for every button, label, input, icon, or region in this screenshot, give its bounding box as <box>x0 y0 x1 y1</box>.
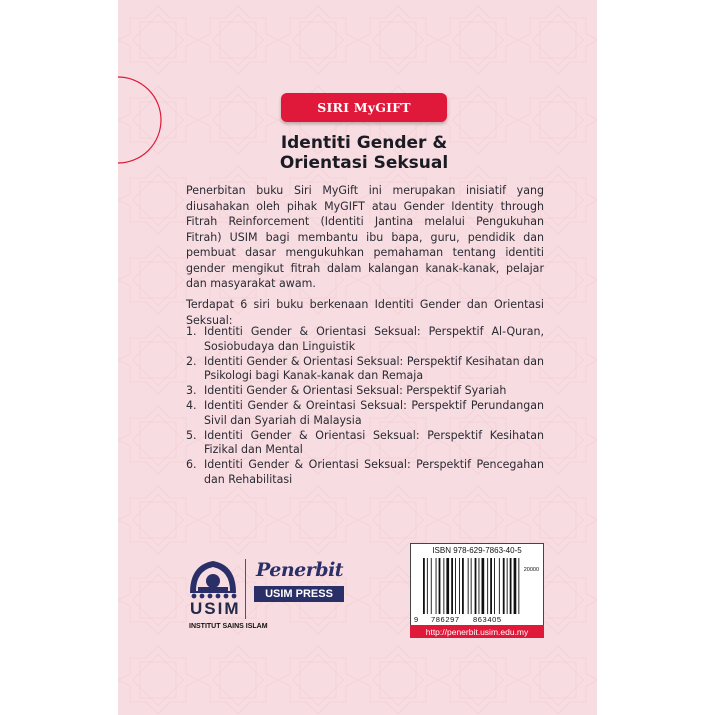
penerbit-logo-text: Penerbit <box>256 559 344 581</box>
list-text: Identiti Gender & Orientasi Seksual: Perspektif Pencegahan dan Rehabilitasi <box>204 458 544 486</box>
barcode-digit-first: 9 <box>414 615 419 624</box>
list-item <box>186 429 544 459</box>
publisher-url: http://penerbit.usim.edu.my <box>410 625 544 638</box>
usim-logo-text: USIM <box>190 599 241 618</box>
series-badge: SIRI MyGIFT <box>281 93 447 122</box>
list-text: Identiti Gender & Orientasi Seksual: Perspektif Kesihatan Fizikal dan Mental <box>204 428 544 457</box>
list-item <box>186 399 544 429</box>
list-text: Identiti Gender & Orientasi Seksual: Perspektif Al-Quran, Sosiobudaya dan Linguistik <box>204 325 544 353</box>
barcode-panel <box>410 543 544 627</box>
list-number: 3. <box>186 384 197 398</box>
description-paragraph: Penerbitan buku Siri MyGift ini merupakan inisiatif yang diusahakan oleh pihak MyGIFT atau Gender Identity through Fitrah Reinforcement (Identiti Jantina melalui Pengukuhan Fitrah) USIM bagi membantu ibu bapa, guru, pendidik dan pembuat dasar mengukuhkan pemahaman tentang identiti gender mengikut fitrah dalam kalangan kanak-kanak, pelajar dan masyarakat awam. <box>186 184 544 290</box>
list-text: Identiti Gender & Orientasi Seksual: Perspektif Syariah <box>204 384 507 398</box>
book-back-cover <box>118 0 597 715</box>
list-number: 1. <box>186 325 197 338</box>
list-text: Identiti Gender & Orientasi Seksual: Perspektif Kesihatan dan Psikologi bagi Kanak-kanak dan Remaja <box>204 354 544 383</box>
publisher-logos <box>184 557 344 635</box>
list-item <box>186 325 544 355</box>
price-code: 20000 <box>523 567 539 573</box>
title-line-1: Identiti Gender & <box>280 133 448 153</box>
list-number: 2. <box>186 354 197 368</box>
list-item <box>186 355 544 385</box>
book-title <box>238 133 490 173</box>
series-intro: Terdapat 6 siri buku berkenaan Identiti Gender dan Orientasi Seksual: <box>186 298 544 327</box>
list-item <box>186 458 544 488</box>
book-series-list <box>186 325 544 488</box>
usim-press-logo: USIM PRESS <box>254 586 344 602</box>
list-text: Identiti Gender & Oreintasi Seksual: Perspektif Perundangan Sivil dan Syariah di Malaysia <box>204 398 544 427</box>
isbn-text: ISBN 978-629-7863-40-5 <box>432 546 522 555</box>
barcode-digit-group1: 786297 <box>431 615 460 624</box>
list-number: 5. <box>186 428 197 442</box>
barcode-digit-group2: 863405 <box>473 615 502 624</box>
usim-logo-subtitle: INSTITUT SAINS ISLAM <box>189 623 268 630</box>
list-number: 6. <box>186 458 197 472</box>
barcode-icon <box>415 558 523 614</box>
list-number: 4. <box>186 398 197 412</box>
title-line-2: Orientasi Seksual <box>279 153 449 173</box>
usim-emblem-icon <box>184 557 242 599</box>
logo-divider <box>245 559 246 619</box>
list-item <box>186 384 544 399</box>
